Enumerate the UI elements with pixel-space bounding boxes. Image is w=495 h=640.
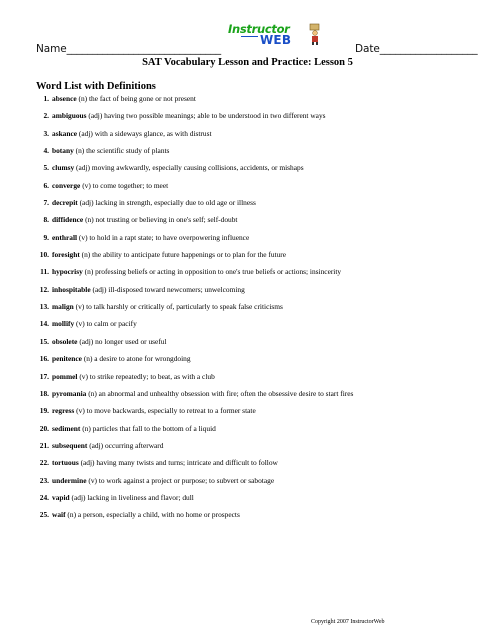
item-number: 7. [43, 198, 49, 208]
item-entry [52, 233, 249, 243]
vocab-definition: (n) the ability to anticipate future happenings or to plan for the future [81, 250, 287, 260]
vocab-definition: (adj) moving awkwardly, especially causing collisions, accidents, or mishaps [76, 163, 304, 173]
item-number: 25. [39, 510, 49, 520]
item-entry [52, 285, 245, 295]
vocab-word: sediment [52, 423, 81, 433]
word-list-item [36, 233, 466, 250]
vocab-word: mollify [52, 319, 75, 329]
item-number: 4. [43, 146, 49, 156]
vocab-definition: (n) the fact of being gone or not present [78, 94, 196, 103]
item-entry [52, 94, 196, 104]
word-list-item [36, 215, 466, 232]
word-list-item [36, 250, 466, 267]
item-entry [52, 510, 240, 520]
vocab-definition: (n) a desire to atone for wrongdoing [83, 354, 191, 364]
vocab-word: clumsy [52, 163, 75, 173]
word-list [36, 94, 466, 528]
item-number: 6. [43, 180, 49, 190]
vocab-word: tortuous [52, 458, 79, 468]
vocab-word: subsequent [52, 440, 88, 450]
item-entry [52, 163, 304, 173]
instructorweb-logo [219, 22, 323, 50]
word-list-item [36, 493, 466, 510]
vocab-definition: (n) the scientific study of plants [75, 146, 170, 156]
vocab-word: decrepit [52, 198, 78, 208]
word-list-item [36, 198, 466, 215]
item-entry [52, 458, 278, 468]
vocab-definition: (adj) ill-disposed toward newcomers; unwelcoming [92, 284, 245, 294]
word-list-item [36, 146, 466, 163]
item-number: 10. [39, 250, 49, 260]
item-entry [52, 337, 167, 347]
vocab-word: undermine [52, 475, 87, 485]
word-list-item [36, 267, 466, 284]
vocab-word: pyromania [52, 388, 87, 398]
item-number: 18. [39, 388, 49, 398]
word-list-item [36, 476, 466, 493]
item-entry [52, 146, 169, 156]
vocab-definition: (v) to talk harshly or critically of, particularly to speak false criticisms [75, 302, 283, 312]
item-entry [52, 215, 237, 225]
word-list-item [36, 337, 466, 354]
copyright-text: Copyright 2007 InstructorWeb [311, 619, 385, 625]
vocab-definition: (v) to hold in a rapt state; to have overpowering influence [78, 232, 250, 242]
vocab-word: enthrall [52, 232, 78, 242]
vocab-word: vapid [52, 492, 70, 502]
item-number: 12. [39, 284, 49, 294]
item-entry [52, 319, 137, 329]
item-number: 14. [39, 319, 49, 329]
item-entry [52, 111, 326, 121]
item-entry [52, 267, 341, 277]
item-number: 1. [43, 94, 49, 103]
item-number: 17. [39, 371, 49, 381]
item-entry [52, 406, 256, 416]
vocab-definition: (adj) lacking in strength, especially due to old age or illness [79, 198, 256, 208]
vocab-definition: (adj) having two possible meanings; able to be understood in two different ways [88, 111, 326, 121]
item-entry [52, 250, 286, 260]
vocab-definition: (adj) with a sideways glance, as with distrust [78, 128, 212, 138]
logo-top-text: Instructor [228, 22, 290, 36]
word-list-item [36, 163, 466, 180]
vocab-word: inhospitable [52, 284, 91, 294]
vocab-definition: (n) a person, especially a child, with no home or prospects [67, 510, 240, 520]
item-entry [52, 302, 283, 312]
vocab-definition: (n) particles that fall to the bottom of a liquid [82, 423, 216, 433]
logo-bottom-text: WEB [260, 33, 292, 47]
item-entry [52, 424, 216, 434]
item-number: 8. [43, 215, 49, 225]
word-list-item [36, 510, 466, 527]
vocab-word: malign [52, 302, 74, 312]
item-entry [52, 198, 256, 208]
vocab-definition: (adj) lacking in liveliness and flavor; dull [71, 492, 194, 502]
item-number: 19. [39, 406, 49, 416]
word-list-item [36, 285, 466, 302]
vocab-word: hypocrisy [52, 267, 83, 277]
vocab-definition: (n) an abnormal and unhealthy obsession with fire; often the obsessive desire to start fires [88, 388, 354, 398]
vocab-definition: (v) to work against a project or purpose; to subvert or sabotage [88, 475, 275, 485]
vocab-word: pommel [52, 371, 78, 381]
item-entry [52, 181, 168, 191]
item-number: 3. [43, 128, 49, 138]
word-list-item [36, 406, 466, 423]
vocab-word: penitence [52, 354, 82, 364]
logo-underline [241, 36, 258, 37]
item-number: 2. [43, 111, 49, 121]
item-number: 22. [39, 458, 49, 468]
vocab-definition: (adj) occurring afterward [89, 440, 164, 450]
item-number: 9. [43, 232, 49, 242]
word-list-item [36, 354, 466, 371]
vocab-definition: (v) to strike repeatedly; to beat, as with a club [79, 371, 215, 381]
word-list-item [36, 302, 466, 319]
item-number: 13. [39, 302, 49, 312]
name-label: Name______________________________ [36, 43, 222, 55]
item-entry [52, 493, 194, 503]
word-list-item [36, 389, 466, 406]
vocab-definition: (v) to move backwards, especially to retreat to a former state [76, 406, 256, 416]
word-list-item [36, 94, 466, 111]
vocab-definition: (v) to calm or pacify [76, 319, 137, 329]
item-number: 23. [39, 475, 49, 485]
word-list-item [36, 458, 466, 475]
word-list-item [36, 181, 466, 198]
vocab-word: ambiguous [52, 111, 87, 121]
vocab-definition: (n) not trusting or believing in one's self; self-doubt [85, 215, 238, 225]
word-list-item [36, 441, 466, 458]
item-number: 16. [39, 354, 49, 364]
date-label: Date___________________ [355, 43, 478, 55]
vocab-word: converge [52, 180, 81, 190]
vocab-definition: (n) professing beliefs or acting in opposition to one's true beliefs or actions; insincerity [84, 267, 342, 277]
item-entry [52, 441, 163, 451]
item-number: 5. [43, 163, 49, 173]
vocab-word: askance [52, 128, 78, 138]
vocab-word: diffidence [52, 215, 84, 225]
vocab-definition: (adj) having many twists and turns; intricate and difficult to follow [80, 458, 278, 468]
item-entry [52, 129, 212, 139]
word-list-item [36, 424, 466, 441]
word-list-item [36, 372, 466, 389]
item-entry [52, 372, 215, 382]
item-number: 24. [39, 492, 49, 502]
vocab-word: botany [52, 146, 74, 156]
word-list-item [36, 111, 466, 128]
item-entry [52, 389, 353, 399]
item-entry [52, 354, 191, 364]
item-number: 11. [40, 267, 49, 277]
word-list-item [36, 319, 466, 336]
item-number: 21. [39, 440, 49, 450]
vocab-word: foresight [52, 250, 80, 260]
vocab-word: obsolete [52, 336, 78, 346]
vocab-definition: (adj) no longer used or useful [79, 336, 167, 346]
logo-figure-icon [309, 23, 321, 45]
item-number: 20. [39, 423, 49, 433]
word-list-item [36, 129, 466, 146]
vocab-word: waif [52, 510, 66, 520]
vocab-definition: (v) to come together; to meet [82, 180, 169, 190]
vocab-word: absence [52, 94, 77, 103]
item-number: 15. [39, 336, 49, 346]
section-heading: Word List with Definitions [36, 81, 156, 92]
page-title: SAT Vocabulary Lesson and Practice: Lesson 5 [142, 57, 353, 68]
vocab-word: regress [52, 406, 75, 416]
item-entry [52, 476, 274, 486]
